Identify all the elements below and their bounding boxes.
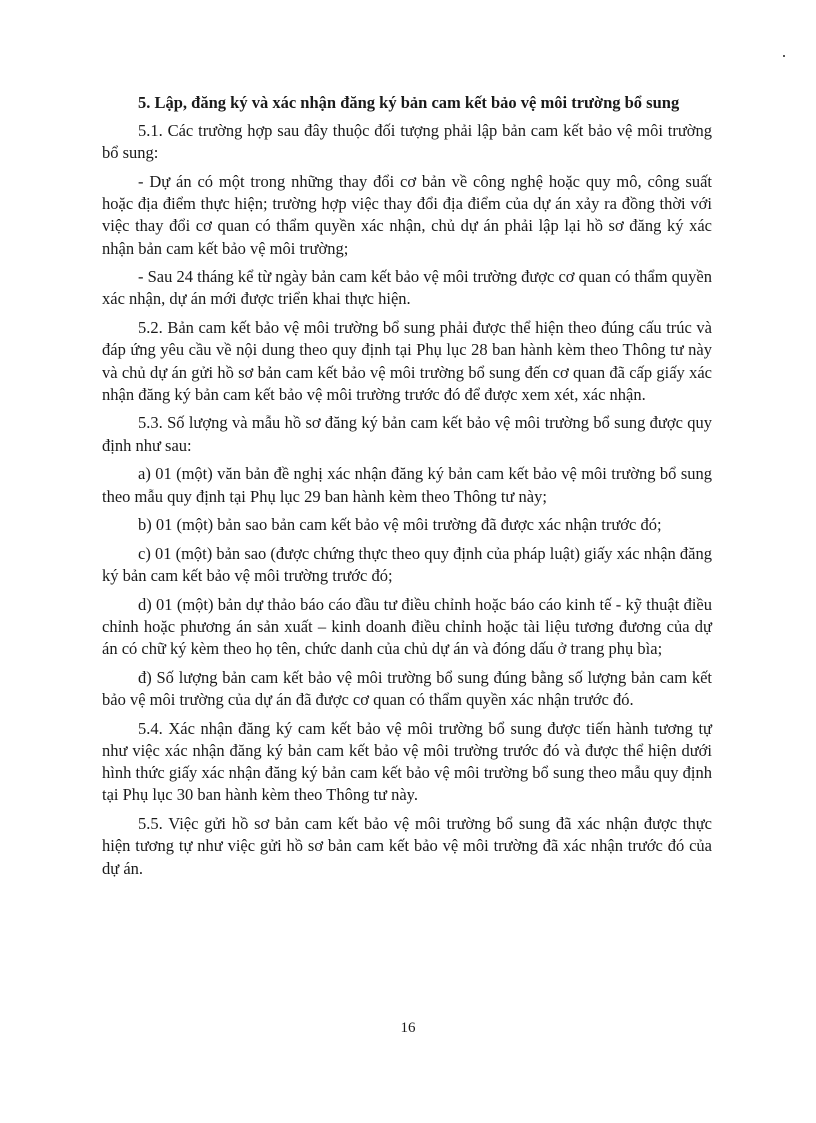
section-heading: 5. Lập, đăng ký và xác nhận đăng ký bản cam kết bảo vệ môi trường bổ sung	[138, 93, 680, 112]
paragraph-item-a: a) 01 (một) văn bản đề nghị xác nhận đăng ký bản cam kết bảo vệ môi trường bổ sung theo mẫu quy định tại Phụ lục 29 ban hành kèm theo Thông tư này;	[102, 464, 712, 506]
paragraph-bullet-change: - Dự án có một trong những thay đổi cơ bản về công nghệ hoặc quy mô, công suất hoặc địa điểm thực hiện; trường hợp việc thay đổi địa điểm của dự án xảy ra đồng thời với việc thay đổi cơ quan có thẩm quyền xác nhận, chủ dự án phải lập lại hồ sơ đăng ký xác nhận bản cam kết bảo vệ môi trường;	[102, 171, 712, 258]
paragraph-item-c: c) 01 (một) bản sao (được chứng thực theo quy định của pháp luật) giấy xác nhận đăng ký bản cam kết bảo vệ môi trường trước đó;	[102, 543, 712, 586]
paragraph-item-dd: đ) Số lượng bản cam kết bảo vệ môi trường bổ sung đúng bằng số lượng bản cam kết bảo vệ môi trường của dự án đã được cơ quan có thẩm quyền xác nhận trước đó.	[102, 667, 712, 710]
page-number: 16	[400, 1020, 416, 1036]
paragraph-5-1: 5.1. Các trường hợp sau đây thuộc đối tượng phải lập bản cam kết bảo vệ môi trường bổ sung:	[102, 121, 712, 163]
paragraph-bullet-24-months: - Sau 24 tháng kể từ ngày bản cam kết bảo vệ môi trường được cơ quan có thẩm quyền xác nhận, dự án mới được triển khai thực hiện.	[102, 267, 712, 309]
paragraph-5-2: 5.2. Bản cam kết bảo vệ môi trường bổ sung phải được thể hiện theo đúng cấu trúc và đáp ứng yêu cầu về nội dung theo quy định tại Phụ lục 28 ban hành kèm theo Thông tư này và chủ dự án gửi hồ sơ bản cam kết bảo vệ môi trường bổ sung đến cơ quan đã cấp giấy xác nhận đăng ký bản cam kết bảo vệ môi trường trước đó để được xem xét, xác nhận.	[102, 318, 712, 404]
scan-speck	[783, 55, 785, 57]
paragraph-5-5: 5.5. Việc gửi hồ sơ bản cam kết bảo vệ môi trường bổ sung đã xác nhận được thực hiện tương tự như việc gửi hồ sơ bản cam kết bảo vệ môi trường đã xác nhận trước đó của dự án.	[102, 814, 712, 878]
paragraph-5-3: 5.3. Số lượng và mẫu hồ sơ đăng ký bản cam kết bảo vệ môi trường bổ sung được quy định như sau:	[102, 413, 712, 455]
document-page	[102, 92, 712, 886]
paragraph-5-4: 5.4. Xác nhận đăng ký cam kết bảo vệ môi trường bổ sung được tiến hành tương tự như việc xác nhận đăng ký bản cam kết bảo vệ môi trường trước đó và được thể hiện dưới hình thức giấy xác nhận đăng ký bản cam kết bảo vệ môi trường bổ sung theo mẫu quy định tại Phụ lục 30 ban hành kèm theo Thông tư này.	[102, 718, 712, 805]
paragraph-item-b: b) 01 (một) bản sao bản cam kết bảo vệ môi trường đã được xác nhận trước đó;	[138, 515, 662, 535]
paragraph-item-d: d) 01 (một) bản dự thảo báo cáo đầu tư điều chỉnh hoặc báo cáo kinh tế - kỹ thuật điều chỉnh hoặc phương án sản xuất – kinh doanh điều chỉnh hoặc tài liệu tương đương của dự án có chữ ký kèm theo họ tên, chức danh của chủ dự án và đóng dấu ở trang phụ bìa;	[102, 594, 712, 659]
